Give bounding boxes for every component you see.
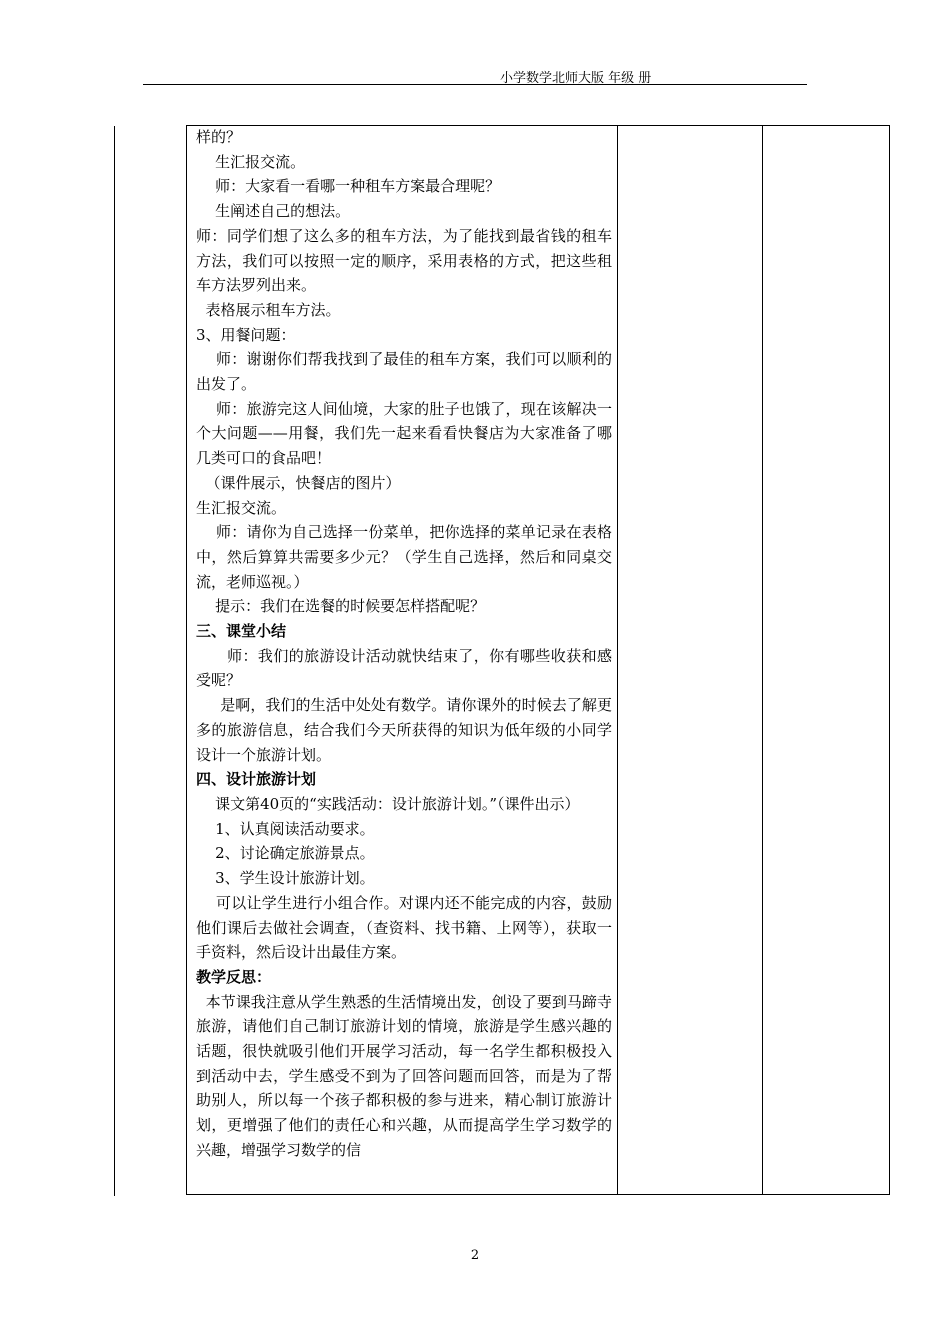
lesson-content bbox=[196, 125, 612, 1163]
paragraph: 可以让学生进行小组合作。对课内还不能完成的内容，鼓励他们课后去做社会调查，（查资料、找书籍、上网等），获取一手资料，然后设计出最佳方案。 bbox=[196, 893, 612, 962]
paragraph: 生汇报交流。 bbox=[196, 498, 287, 517]
paragraph: 师：谢谢你们帮我找到了最佳的租车方案，我们可以顺利的出发了。 bbox=[196, 350, 612, 394]
header-rule bbox=[143, 84, 807, 85]
paragraph: 生汇报交流。 bbox=[196, 152, 306, 171]
page-header: 小学数学北师大版 年级 册 bbox=[500, 71, 652, 86]
paragraph: 样的？ bbox=[196, 128, 242, 146]
paragraph: 师：大家看一看哪一种租车方案最合理呢？ bbox=[196, 177, 501, 196]
paragraph: 2、讨论确定旅游景点。 bbox=[196, 844, 375, 863]
paragraph: 师：我们的旅游设计活动就快结束了，你有哪些收获和感受呢？ bbox=[196, 646, 612, 690]
section-heading: 教学反思： bbox=[196, 967, 272, 986]
paragraph: 本节课我注意从学生熟悉的生活情境出发，创设了要到马蹄寺旅游，请他们自己制订旅游计划的情境，旅游是学生感兴趣的话题，很快就吸引他们开展学习活动，每一名学生都积极投入到活动中去，学生感受不到为了回答问题而回答，而是为了帮助别人，所以每一个孩子都积极的参与进来，精心制订旅游计划，更增强了他们的责任心和兴趣，从而提高学生学习数学的兴趣，增强学习数学的信 bbox=[196, 992, 612, 1159]
table-column-divider-1 bbox=[617, 126, 618, 1194]
paragraph: 3、学生设计旅游计划。 bbox=[196, 869, 375, 888]
paragraph: 师：旅游完这人间仙境，大家的肚子也饿了，现在该解决一个大问题——用餐，我们先一起来看看快餐店为大家准备了哪几类可口的食品吧！ bbox=[196, 399, 612, 468]
paragraph: 生阐述自己的想法。 bbox=[196, 202, 351, 221]
section-heading: 四、设计旅游计划 bbox=[196, 770, 317, 789]
paragraph: 师：请你为自己选择一份菜单，把你选择的菜单记录在表格中，然后算算共需要多少元？（学生自己选择，然后和同桌交流，老师巡视。） bbox=[196, 523, 612, 591]
paragraph: 1、认真阅读活动要求。 bbox=[196, 819, 375, 838]
table-column-divider-2 bbox=[762, 126, 763, 1194]
paragraph: （课件展示，快餐店的图片） bbox=[196, 473, 401, 492]
section-heading: 三、课堂小结 bbox=[196, 622, 287, 641]
paragraph: 3、用餐问题： bbox=[196, 325, 296, 344]
left-column-border bbox=[114, 126, 115, 1196]
page-number: 2 bbox=[470, 1248, 480, 1263]
paragraph: 表格展示租车方法。 bbox=[196, 300, 341, 319]
paragraph: 是啊，我们的生活中处处有数学。请你课外的时候去了解更多的旅游信息，结合我们今天所获得的知识为低年级的小同学设计一个旅游计划。 bbox=[196, 696, 612, 764]
paragraph: 师：同学们想了这么多的租车方法，为了能找到最省钱的租车方法，我们可以按照一定的顺序，采用表格的方式，把这些租车方法罗列出来。 bbox=[196, 226, 612, 295]
paragraph: 课文第40页的“实践活动：设计旅游计划。”（课件出示） bbox=[196, 794, 580, 813]
paragraph: 提示：我们在选餐的时候要怎样搭配呢？ bbox=[196, 597, 486, 616]
